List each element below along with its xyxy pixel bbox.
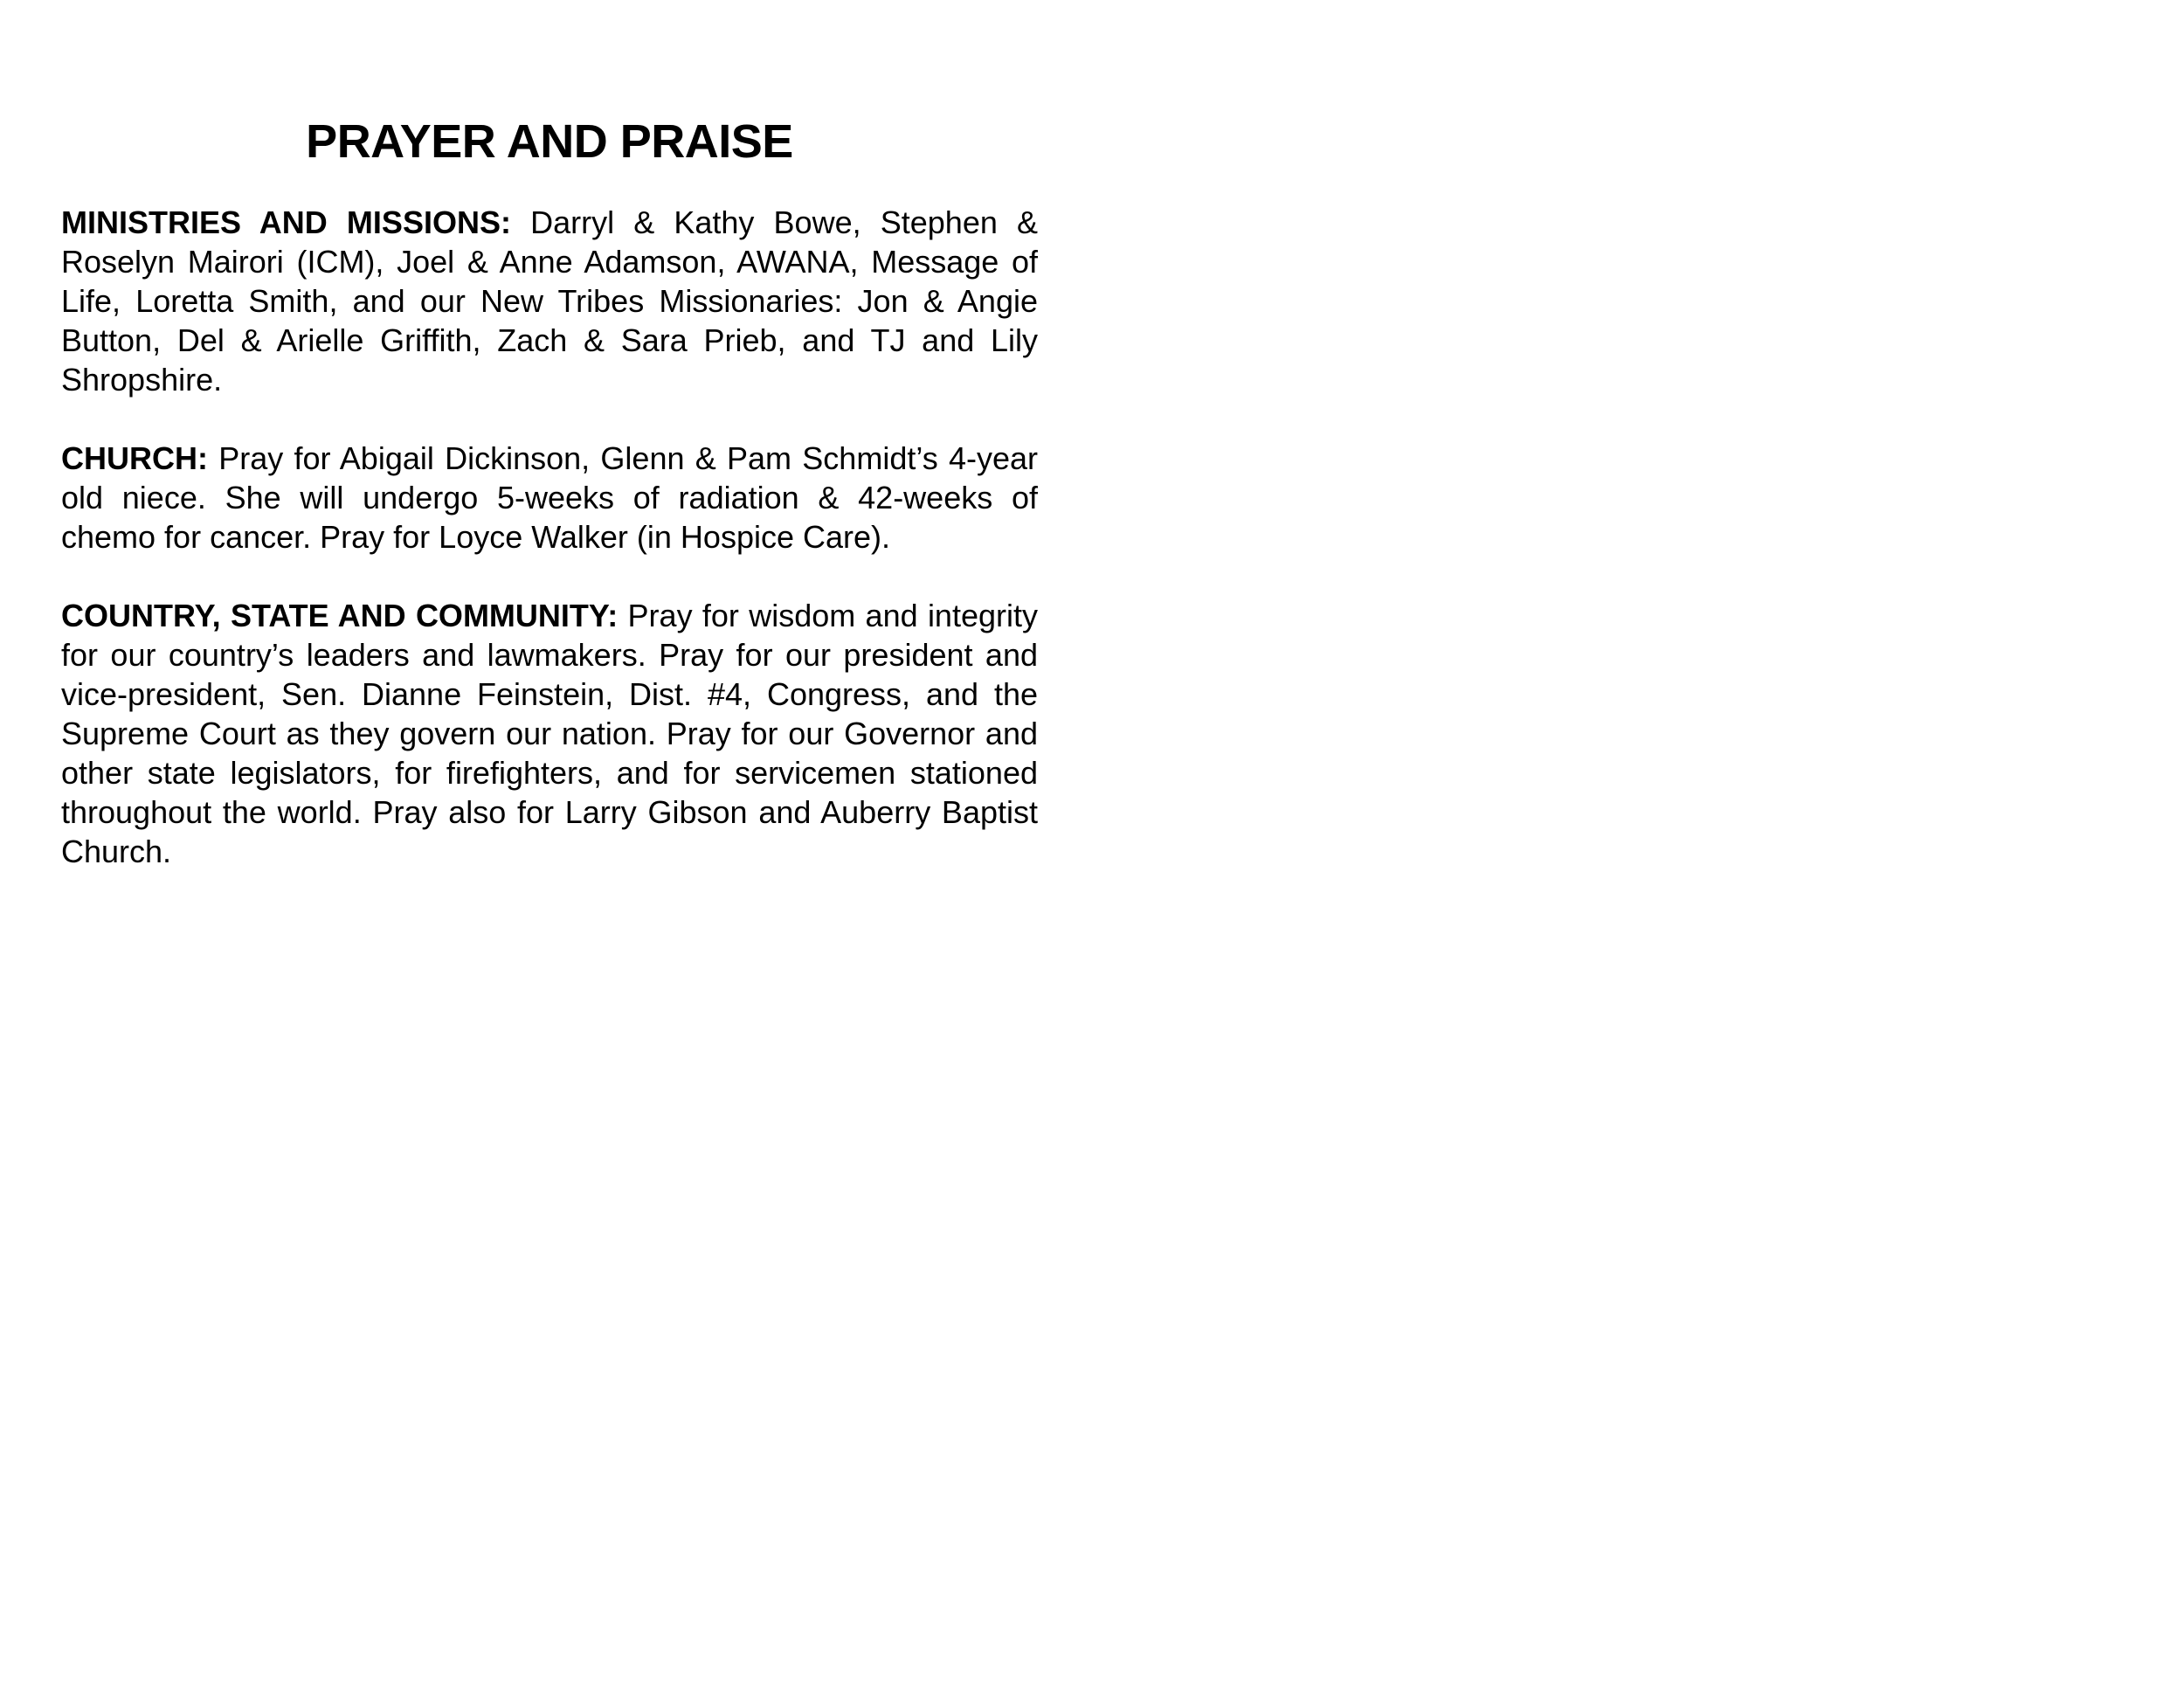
country-state-community-section	[61, 596, 1038, 871]
page-title: PRAYER AND PRAISE	[306, 115, 793, 168]
section-text: Pray for wisdom and integrity for our country’s leaders and lawmakers. Pray for our president and vice-president, Sen. Dianne Feinstein, Dist. #4, Congress, and the Supreme Court as they govern our nation. Pray for our Governor and other state legislators, for firefighters, and for servicemen stationed throughout the world. Pray also for Larry Gibson and Auberry Baptist Church.	[61, 598, 1038, 869]
prayer-and-praise-column	[61, 112, 1038, 871]
ministries-and-missions-section	[61, 203, 1038, 399]
church-section	[61, 439, 1038, 557]
section-text: Pray for Abigail Dickinson, Glenn & Pam Schmidt’s 4-year old niece. She will undergo 5-weeks of radiation & 42-weeks of chemo for cancer. Pray for Loyce Walker (in Hospice Care).	[61, 440, 1038, 555]
section-label: COUNTRY, STATE AND COMMUNITY:	[61, 598, 628, 633]
section-label: MINISTRIES AND MISSIONS:	[61, 204, 531, 240]
section-label: CHURCH:	[61, 440, 219, 476]
section-text: Darryl & Kathy Bowe, Stephen & Roselyn Mairori (ICM), Joel & Anne Adamson, AWANA, Message of Life, Loretta Smith, and our New Tribes Missionaries: Jon & Angie Button, Del & Arielle Griffith, Zach & Sara Prieb, and TJ and Lily Shropshire.	[61, 204, 1038, 398]
